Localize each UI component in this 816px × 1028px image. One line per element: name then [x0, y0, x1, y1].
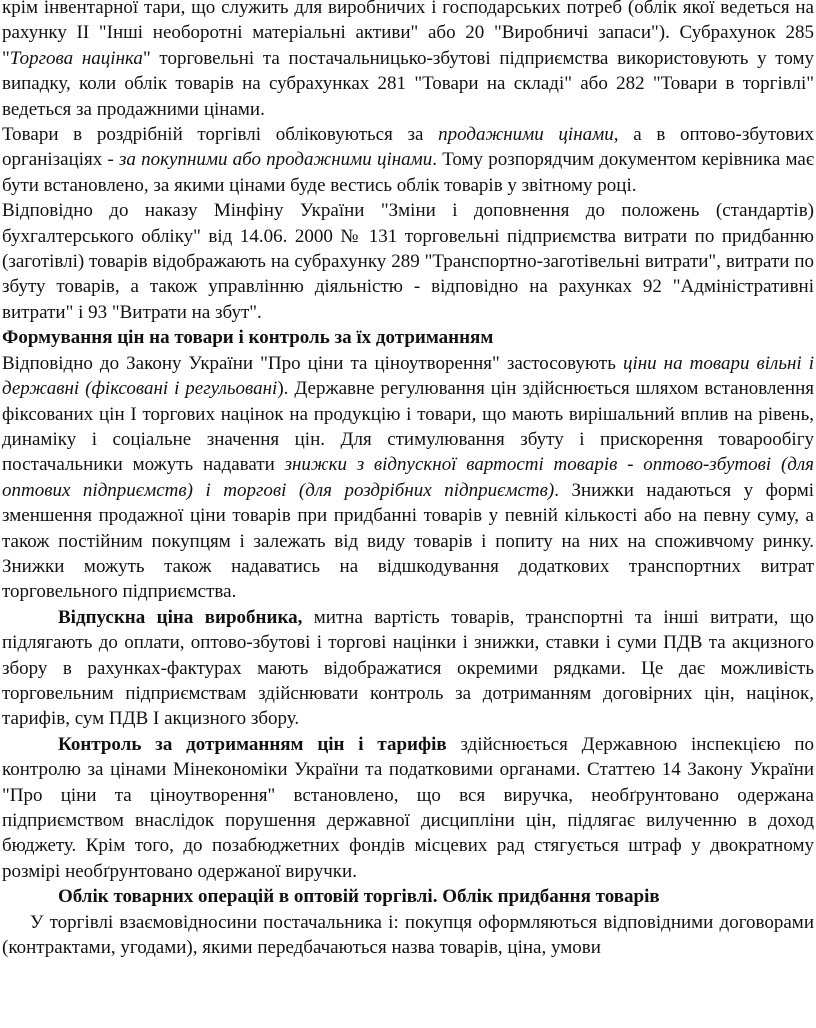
text: ). Державне регулювання цін здійснюється шляхом встановлення фіксованих цін І торгових націнок на продукцію і товари, що мають вирішальний вплив на рівень, динаміку і соціальне значення цін. Для стимулювання збуту і прискорення товарообігу постачальники можуть надавати — [2, 378, 814, 476]
paragraph-4 — [2, 351, 814, 605]
paragraph-5 — [2, 605, 814, 732]
text: . Тому розпорядчим документом керівника має бути встановлено, за якими цінами буде вестись облік товарів у звітному році. — [2, 149, 814, 196]
text: митна вартість товарів, транспортні та інші витрати, що підлягають до оплати, оптово-збутові і торгові націнки і знижки, ставки і суми ПДВ та акцизного збору в рахунках-фактурах мають відображатися окремими рядками. Це дає можливість торговельним підприємствам здійснювати контроль за дотриманням договірних цін, націнок, тарифів, сум ПДВ І акцизного збору. — [2, 606, 814, 730]
bold-text: Контроль за дотриманням цін і тарифів — [58, 733, 447, 755]
text: здійснюється Державною інспекцією по контролю за цінами Мінекономіки України та податковими органами. Статтею 14 Закону України "Про ціни та ціноутворення" встановлено, що вся виручка, необґрунтовано одержана підприємством внаслідок порушення державної дисципліни цін, підлягає вилученню в доход бюджету. Крім того, до позабюджетних фондів місцевих рад стягується штраф у двократному розмірі необґрунтовано одержаної виручки. — [2, 733, 814, 882]
italic-text: за покупними або продажними цінами — [119, 149, 433, 171]
bold-text: Відпускна ціна виробника, — [58, 606, 303, 628]
text: . Знижки надаються у формі зменшення продажної ціни товарів при придбанні товарів у певній кількості або на певну суму, а також постійним покупцям і залежать від виду товарів і попиту на них на споживчому ринку. Знижки можуть також надаватись на відшкодування додаткових транспортних витрат торговельного підприємства. — [2, 479, 814, 603]
italic-text: ціни на товари вільні і державні (фіксовані і регульовані — [2, 352, 815, 400]
text: крім інвентарної тари, що служить для виробничих і господарських потреб (облік якої ведеться на рахунку ІІ "Інші необоротні матеріальні активи" або 20 "Виробничі запаси"). Субрахунок 285 " — [2, 0, 814, 69]
paragraph-6 — [2, 732, 814, 884]
text: Товари в роздрібній торгівлі обліковуються за — [2, 124, 439, 146]
paragraph-2 — [2, 122, 814, 198]
text: " торговельні та постачальницько-збутові підприємства використовують у тому випадку, коли облік товарів на субрахунках 281 "Товари на складі" або 282 "Товари в торгівлі" ведеться за продажними цінами. — [2, 47, 814, 120]
section-heading-prices: Формування цін на товари і контроль за їх дотриманням — [2, 327, 494, 349]
text: , а в оптово-збутових організаціях - — [2, 124, 815, 171]
italic-text: знижки з відпускної вартості товарів - оптово-збутові (для оптових підприємств) і торгові (для роздрібних підприємств) — [2, 454, 814, 501]
italic-text: продажними цінами — [438, 124, 614, 146]
italic-text: Торгова націнка — [9, 47, 143, 69]
paragraph-3: Відповідно до наказу Мінфіну України "Зміни і доповнення до положень (стандартів) бухгалтерського обліку" від 14.06. 2000 № 131 торговельні підприємства витрати по придбанню (заготівлі) товарів відображають на субрахунку 289 "Транспортно-заготівельні витрати", витрати по збуту товарів, а також управлінню діяльністю - відповідно на рахунках 92 "Адміністративні витрати" і 93 "Витрати на збут". — [2, 200, 814, 323]
section-heading-wholesale: Облік товарних операцій в оптовій торгівлі. Облік придбання товарів — [58, 886, 660, 908]
text: Відповідно до Закону України "Про ціни та ціноутворення" застосовують — [2, 352, 623, 374]
paragraph-1 — [2, 0, 814, 122]
paragraph-7: У торгівлі взаємовідносини постачальника і: покупця оформляються відповідними договорами (контрактами, угодами), якими передбачаються назва товарів, ціна, умови — [2, 911, 814, 959]
